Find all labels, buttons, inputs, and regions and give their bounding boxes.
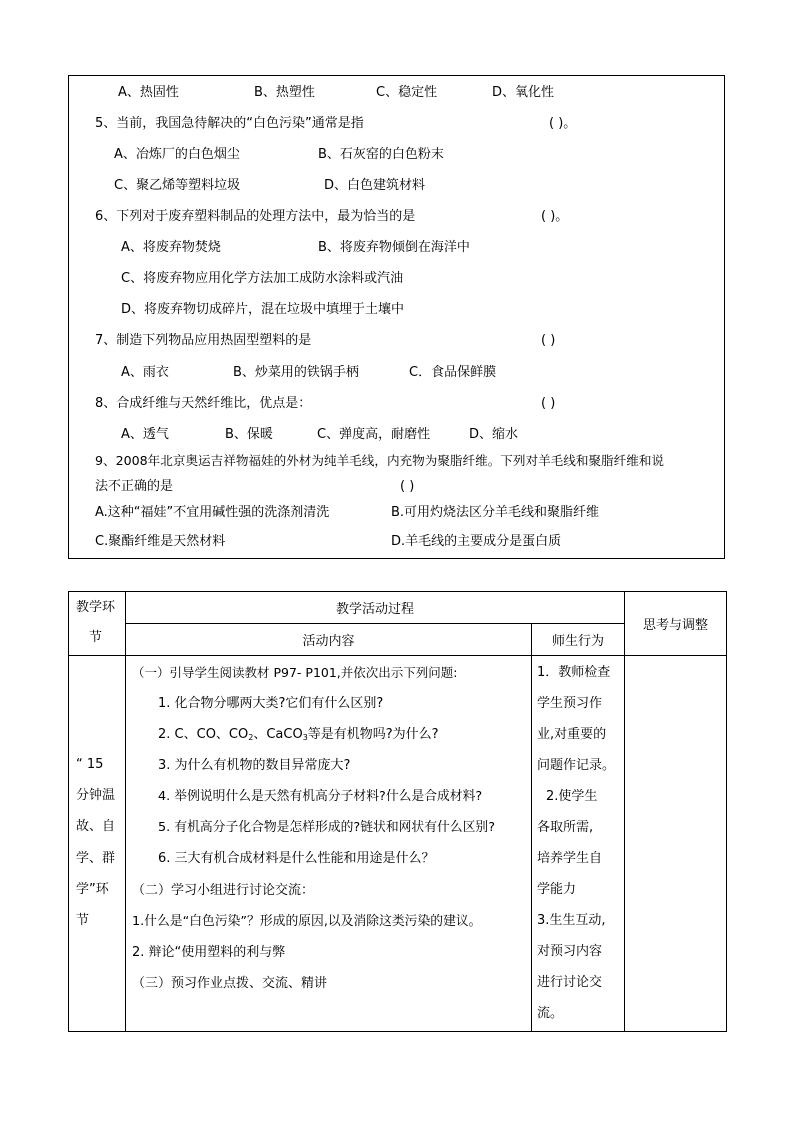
header-reflect-label: 思考与调整 [643, 618, 709, 633]
q4-option-a: A、热固性 [118, 85, 179, 100]
header-content-label: 活动内容 [302, 634, 355, 649]
q4-option-b: B、热塑性 [254, 85, 315, 100]
q5-option-b: B、石灰窑的白色粉末 [318, 147, 444, 162]
header-phase [69, 592, 126, 656]
q6-option-b: B、将废弃物倾倒在海洋中 [318, 240, 470, 255]
q9-blank: ( ) [400, 479, 415, 494]
header-content [126, 624, 532, 656]
q5-blank: ( )。 [549, 116, 577, 131]
content-question-5: 5. 有机高分子化合物是怎样形成的?链状和网状有什么区别? [158, 820, 495, 835]
content-question-6: 6. 三大有机合成材料是什么性能和用途是什么？ [158, 851, 435, 866]
reflect-cell [625, 656, 727, 1032]
q4-option-d: D、氧化性 [492, 85, 555, 100]
q9-option-d: D.羊毛线的主要成分是蛋白质 [391, 534, 562, 549]
header-phase-line2: 节 [89, 630, 103, 645]
phase-line: 节 [76, 913, 90, 928]
q5-stem: 5、当前，我国急待解决的“白色污染”通常是指 [95, 116, 364, 131]
header-process [126, 592, 625, 624]
q9-option-b: B.可用灼烧法区分羊毛线和聚脂纤维 [391, 505, 600, 520]
behavior-line: 对预习内容 [537, 944, 603, 959]
q8-option-b: B、保暖 [225, 427, 273, 442]
phase-line: 学、群 [76, 851, 116, 866]
phase-cell [69, 656, 126, 1032]
q8-option-a: A、透气 [121, 427, 169, 442]
content-line: （二）学习小组进行讨论交流： [132, 883, 315, 898]
behavior-line: 学能力 [537, 882, 577, 897]
q9-option-c: C.聚酯纤维是天然材料 [95, 534, 226, 549]
q9-stem-line1: 9、2008年北京奥运吉祥物福娃的外材为纯羊毛线，内充物为聚脂纤维。下列对羊毛线和聚脂纤维和说 [95, 453, 665, 468]
behavior-line: 2.使学生 [546, 789, 598, 804]
behavior-line: 学生预习作 [537, 696, 603, 711]
behavior-line: 业,对重要的 [537, 727, 607, 742]
q6-option-c: C、将废弃物应用化学方法加工成防水涂料或汽油 [121, 271, 404, 286]
content-line: （三）预习作业点拨、交流、精讲 [132, 976, 328, 991]
behavior-line: 流。 [537, 1006, 564, 1021]
content-question-4: 4. 举例说明什么是天然有机高分子材料?什么是合成材料? [158, 789, 483, 804]
header-reflect [625, 592, 727, 656]
q8-blank: ( ) [541, 396, 556, 411]
behavior-line: 进行讨论交 [537, 975, 603, 990]
header-phase-line1: 教学环 [76, 600, 116, 615]
behavior-line: 问题作记录。 [537, 758, 616, 773]
content-cell [126, 656, 532, 1032]
q9-option-a: A.这种“福娃”不宜用碱性强的洗涤剂清洗 [95, 505, 330, 520]
q6-option-a: A、将废弃物焚烧 [121, 240, 221, 255]
q5-option-a: A、冶炼厂的白色烟尘 [114, 147, 240, 162]
q7-blank: ( ) [541, 333, 556, 348]
q8-stem: 8、合成纤维与天然纤维比，优点是： [95, 396, 312, 411]
q7-option-c: C．食品保鲜膜 [409, 365, 497, 380]
q7-option-a: A、雨衣 [121, 365, 169, 380]
content-line: （一）引导学生阅读教材 P97- P101,并依次出示下列问题: [132, 665, 458, 680]
phase-line: “ 15 [76, 757, 104, 772]
q7-option-b: B、炒菜用的铁锅手柄 [233, 365, 359, 380]
content-question-1: 1. 化合物分哪两大类?它们有什么区别? [158, 696, 384, 711]
header-process-label: 教学活动过程 [336, 602, 415, 617]
content-question-2: 2. C、CO、CO2、CaCO3等是有机物吗?为什么? [158, 727, 439, 742]
behavior-line: 各取所需, [537, 820, 594, 835]
content-line: 1.什么是“白色污染”？形成的原因,以及消除这类污染的建议。 [132, 914, 482, 929]
q4-option-c: C、稳定性 [376, 85, 438, 100]
q5-option-d: D、白色建筑材料 [324, 178, 426, 193]
q9-stem-line2: 法不正确的是 [95, 479, 174, 494]
content-line: 2. 辩论“使用塑料的利与弊 [132, 945, 286, 960]
q8-option-c: C、弹度高，耐磨性 [317, 427, 431, 442]
q6-option-d: D、将废弃物切成碎片，混在垃圾中填埋于土壤中 [121, 302, 405, 317]
phase-line: 故、自 [76, 819, 116, 834]
exercise-box [68, 75, 725, 559]
header-behavior-label: 师生行为 [552, 634, 605, 649]
teaching-process-table [68, 591, 727, 1032]
q6-blank: ( )。 [541, 209, 569, 224]
q5-option-c: C、聚乙烯等塑料垃圾 [114, 178, 241, 193]
behavior-line: 1．教师检查 [537, 665, 611, 680]
phase-line: 分钟温 [76, 788, 116, 803]
phase-line: 学”环 [76, 882, 109, 897]
q7-stem: 7、制造下列物品应用热固型塑料的是 [95, 333, 312, 348]
content-question-3: 3. 为什么有机物的数目异常庞大? [158, 758, 351, 773]
behavior-line: 培养学生自 [537, 851, 603, 866]
behavior-line: 3.生生互动, [537, 913, 606, 928]
q8-option-d: D、缩水 [469, 427, 519, 442]
header-behavior [532, 624, 625, 656]
behavior-cell [532, 656, 625, 1032]
q6-stem: 6、下列对于废弃塑料制品的处理方法中，最为恰当的是 [95, 209, 416, 224]
